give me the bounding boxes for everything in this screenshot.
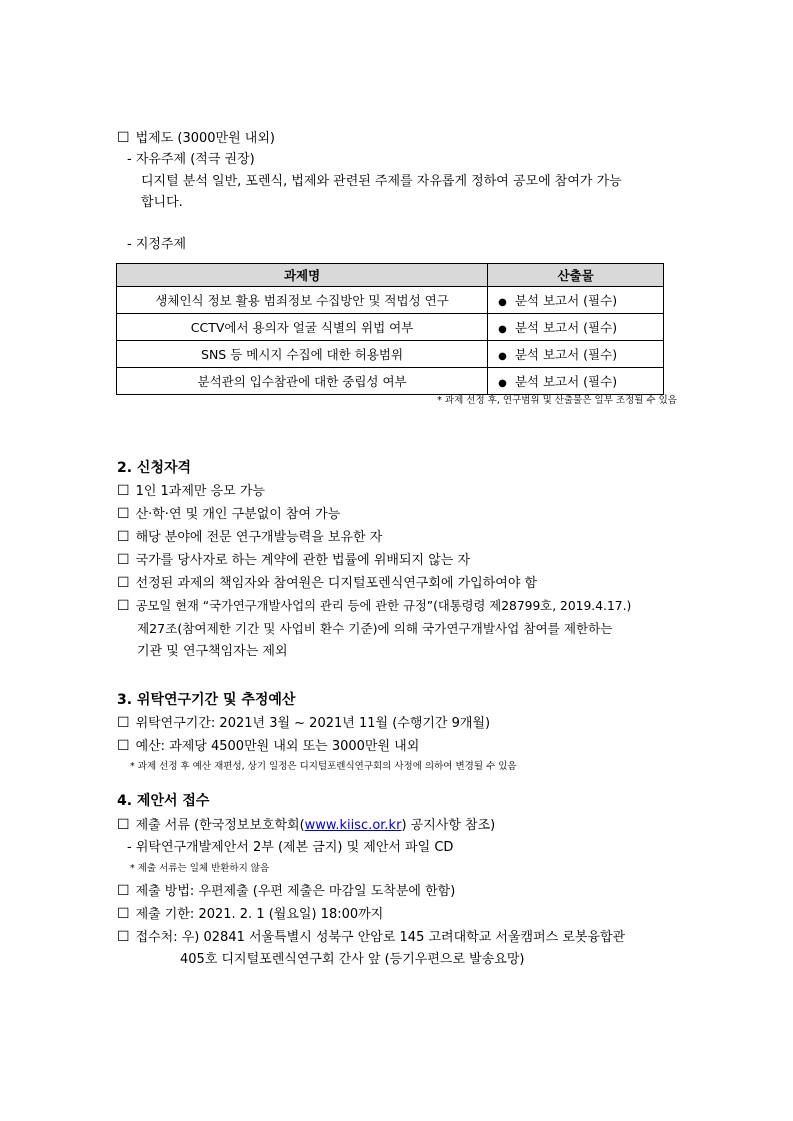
list-item xyxy=(117,573,537,594)
period-item xyxy=(117,713,490,734)
list-item-text: 국가를 당사자로 하는 계약에 관한 법률에 위배되지 않는 자 xyxy=(135,553,471,568)
header-topic: 과제명 xyxy=(117,264,488,287)
topic-output-text: 분석 보고서 (필수) xyxy=(514,320,618,335)
free-topic-label: - 자유주제 (적극 권장) xyxy=(127,152,255,167)
topic-name: 분석관의 입수참관에 대한 중립성 여부 xyxy=(117,368,488,395)
topic-name: CCTV에서 용의자 얼굴 식별의 위법 여부 xyxy=(117,314,488,341)
checkbox-icon: ☐ xyxy=(117,506,130,522)
budget-text: 예산: 과제당 4500만원 내외 또는 3000만원 내외 xyxy=(135,739,420,754)
deadline-item xyxy=(117,904,383,925)
budget-item xyxy=(117,736,419,757)
list-item-continued: 제27조(참여제한 기간 및 사업비 환수 기준)에 의해 국가연구개발사업 참여를 제한하는 xyxy=(137,621,613,636)
kiisc-link[interactable]: www.kiisc.or.kr xyxy=(304,818,402,833)
address-text: 접수처: 우) 02841 서울특별시 성북구 안암로 145 고려대학교 서울캠퍼스 로봇융합관 xyxy=(135,930,626,945)
docs-prefix: 제출 서류 (한국정보보호학회( xyxy=(135,818,305,833)
checkbox-icon: ☐ xyxy=(117,483,130,499)
list-item-text: 1인 1과제만 응모 가능 xyxy=(135,484,265,499)
budget-note: * 과제 선정 후 예산 재편성, 상기 일정은 디지털포렌식연구회의 사정에 의하여 변경될 수 있음 xyxy=(130,761,517,772)
docs-sub: - 위탁연구개발제안서 2부 (제본 금지) 및 제안서 파일 CD xyxy=(127,840,454,855)
bullet-icon: ● xyxy=(498,351,507,362)
docs-item xyxy=(117,815,495,836)
list-item xyxy=(117,527,382,548)
assigned-topics-table xyxy=(116,263,664,395)
checkbox-icon: ☐ xyxy=(117,738,130,754)
section3-heading: 3. 위탁연구기간 및 추정예산 xyxy=(117,692,296,708)
bullet-icon: ● xyxy=(498,297,507,308)
docs-suffix: ) 공지사항 참조) xyxy=(401,818,496,833)
topic-output-text: 분석 보고서 (필수) xyxy=(514,347,618,362)
topic-output xyxy=(488,287,664,314)
checkbox-icon: ☐ xyxy=(117,715,130,731)
list-item-continued: 기관 및 연구책임자는 제외 xyxy=(137,644,288,659)
table-note: * 과제 선정 후, 연구범위 및 산출물은 일부 조정될 수 있음 xyxy=(437,395,677,406)
table-header-row xyxy=(117,264,664,287)
section4-heading: 4. 제안서 접수 xyxy=(117,793,210,809)
method-text: 제출 방법: 우편제출 (우편 제출은 마감일 도착분에 한함) xyxy=(135,884,456,899)
legal-title xyxy=(117,128,275,149)
address-continued: 405호 디지털포렌식연구회 간사 앞 (등기우편으로 발송요망) xyxy=(180,952,525,967)
free-topic-desc-2: 합니다. xyxy=(141,195,183,210)
table-row xyxy=(117,368,664,395)
header-output: 산출물 xyxy=(488,264,664,287)
topic-name: SNS 등 메시지 수집에 대한 허용범위 xyxy=(117,341,488,368)
list-item-text: 해당 분야에 전문 연구개발능력을 보유한 자 xyxy=(135,530,383,545)
checkbox-icon: ☐ xyxy=(117,575,130,591)
address-item xyxy=(117,927,625,948)
checkbox-icon: ☐ xyxy=(117,906,130,922)
topic-output-text: 분석 보고서 (필수) xyxy=(514,374,618,389)
checkbox-icon: ☐ xyxy=(117,529,130,545)
legal-title-text: 법제도 (3000만원 내외) xyxy=(135,131,275,146)
list-item xyxy=(117,481,265,502)
topic-output xyxy=(488,368,664,395)
checkbox-icon: ☐ xyxy=(117,817,130,833)
table-row xyxy=(117,287,664,314)
section2-heading: 2. 신청자격 xyxy=(117,460,192,476)
checkbox-icon: ☐ xyxy=(117,598,130,614)
list-item xyxy=(117,550,470,571)
checkbox-icon: ☐ xyxy=(117,130,130,146)
bullet-icon: ● xyxy=(498,378,507,389)
list-item xyxy=(117,596,631,616)
list-item-text: 산·학·연 및 개인 구분없이 참여 가능 xyxy=(135,507,341,522)
topic-output xyxy=(488,341,664,368)
topic-output xyxy=(488,314,664,341)
bullet-icon: ● xyxy=(498,324,507,335)
deadline-text: 제출 기한: 2021. 2. 1 (월요일) 18:00까지 xyxy=(135,907,384,922)
topic-output-text: 분석 보고서 (필수) xyxy=(514,293,618,308)
assigned-topic-label: - 지정주제 xyxy=(127,237,187,252)
list-item xyxy=(117,504,340,525)
table-row xyxy=(117,314,664,341)
checkbox-icon: ☐ xyxy=(117,552,130,568)
list-item-text: 선정된 과제의 책임자와 참여원은 디지털포렌식연구회에 가입하여야 함 xyxy=(135,576,538,591)
table-row xyxy=(117,341,664,368)
method-item xyxy=(117,881,455,902)
checkbox-icon: ☐ xyxy=(117,929,130,945)
docs-note: * 제출 서류는 일체 반환하지 않음 xyxy=(130,863,270,874)
list-item-text: 공모일 현재 “국가연구개발사업의 관리 등에 관한 규정”(대통령령 제28799호, 2019.4.17.) xyxy=(135,599,632,613)
period-text: 위탁연구기간: 2021년 3월 ~ 2021년 11월 (수행기간 9개월) xyxy=(135,716,491,731)
topic-name: 생체인식 정보 활용 범죄정보 수집방안 및 적법성 연구 xyxy=(117,287,488,314)
checkbox-icon: ☐ xyxy=(117,883,130,899)
free-topic-desc-1: 디지털 분석 일반, 포렌식, 법제와 관련된 주제를 자유롭게 정하여 공모에 참여가 가능 xyxy=(141,174,622,189)
